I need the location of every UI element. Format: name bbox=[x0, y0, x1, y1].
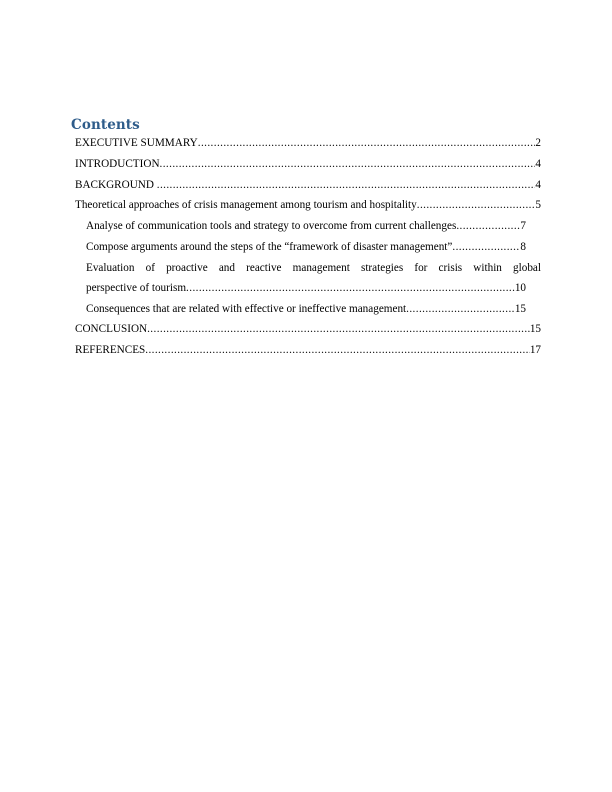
dot-leader bbox=[157, 178, 536, 192]
toc-entry-label: BACKGROUND bbox=[75, 179, 157, 191]
toc-entry-framework-disaster-management[interactable] bbox=[86, 240, 526, 254]
toc-entry-label: Compose arguments around the steps of the “framework of disaster management” bbox=[86, 241, 453, 253]
toc-entry-references[interactable] bbox=[75, 343, 541, 357]
toc-entry-conclusion[interactable] bbox=[75, 322, 541, 336]
toc-page-number: 5 bbox=[535, 199, 541, 211]
toc-page-number: 7 bbox=[520, 220, 526, 232]
toc-entry-label: EXECUTIVE SUMMARY bbox=[75, 137, 198, 149]
toc-entry-label: REFERENCES bbox=[75, 344, 146, 356]
toc-page-number: 4 bbox=[535, 179, 541, 191]
toc-page-number: 15 bbox=[529, 323, 541, 335]
toc-entry-label: INTRODUCTION bbox=[75, 158, 160, 170]
toc-entry-label: Theoretical approaches of crisis management among tourism and hospitality bbox=[75, 199, 417, 211]
toc-heading: Contents bbox=[71, 117, 140, 133]
dot-leader bbox=[452, 240, 520, 254]
toc-entry-background[interactable] bbox=[75, 178, 541, 192]
toc-entry-label: perspective of tourism bbox=[86, 282, 187, 294]
dot-leader bbox=[186, 281, 515, 295]
toc-entry-evaluation-line-2[interactable] bbox=[86, 281, 526, 295]
toc-entry-label: Analyse of communication tools and strategy to overcome from current challenges bbox=[86, 220, 457, 232]
toc-entry-consequences[interactable] bbox=[86, 302, 526, 316]
toc-entry-communication-tools[interactable] bbox=[86, 219, 526, 233]
toc-page-number: 2 bbox=[535, 137, 541, 149]
toc-entry-label: Consequences that are related with effective or ineffective management bbox=[86, 303, 407, 315]
dot-leader bbox=[147, 322, 530, 336]
toc-entry-executive-summary[interactable] bbox=[75, 136, 541, 150]
toc-page-number: 15 bbox=[514, 303, 526, 315]
toc-page-number: 8 bbox=[520, 241, 526, 253]
dot-leader bbox=[456, 219, 520, 233]
toc-page-number: 10 bbox=[514, 282, 526, 294]
toc-entry-evaluation-line-1[interactable] bbox=[86, 261, 541, 275]
dot-leader bbox=[145, 343, 530, 357]
dot-leader bbox=[160, 157, 536, 171]
toc-page-number: 17 bbox=[529, 344, 541, 356]
toc-entry-theoretical-approaches[interactable] bbox=[75, 198, 541, 212]
dot-leader bbox=[417, 198, 536, 212]
toc-entry-label: CONCLUSION bbox=[75, 323, 148, 335]
toc-entry-label: Evaluation of proactive and reactive management strategies for crisis within global bbox=[86, 262, 541, 274]
toc-entry-introduction[interactable] bbox=[75, 157, 541, 171]
dot-leader bbox=[198, 136, 536, 150]
toc-page-number: 4 bbox=[535, 158, 541, 170]
dot-leader bbox=[406, 302, 515, 316]
